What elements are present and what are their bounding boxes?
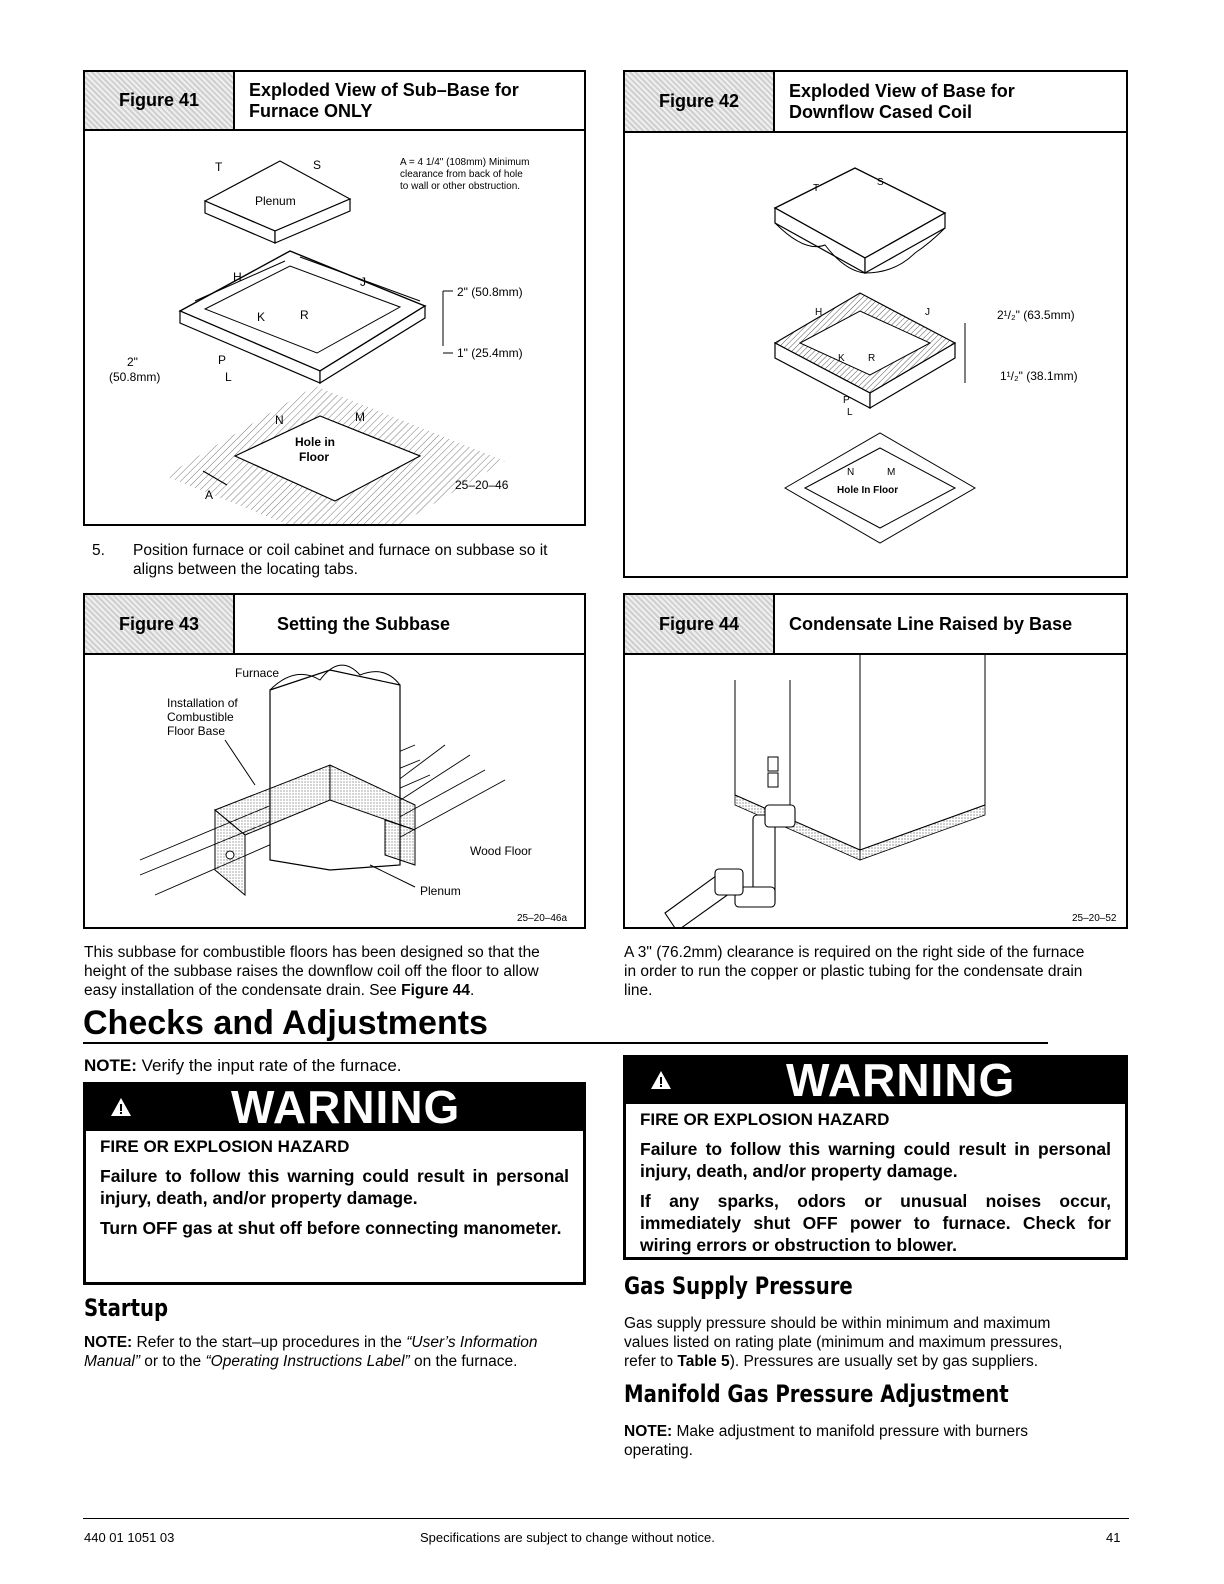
warning-banner: [86, 1081, 583, 1133]
svg-text:H: H: [815, 307, 823, 318]
warning-triangle-icon: [110, 1097, 132, 1117]
svg-text:K: K: [257, 310, 266, 324]
svg-text:25–20–46a: 25–20–46a: [517, 913, 568, 924]
setting-subbase-drawing: [85, 655, 584, 927]
svg-text:T: T: [215, 160, 223, 174]
table-5-reference: Table 5: [677, 1353, 730, 1370]
svg-text:2¹/₂" (63.5mm): 2¹/₂" (63.5mm): [997, 308, 1075, 322]
warning-box-right: [623, 1055, 1128, 1260]
footer-doc-number: 440 01 1051 03: [84, 1530, 175, 1545]
svg-text:Combustible: Combustible: [167, 710, 234, 724]
figure-43: [83, 593, 586, 929]
svg-text:M: M: [355, 410, 365, 424]
footer-page-number: 41: [1106, 1530, 1121, 1545]
figure-44-reference: Figure 44: [401, 982, 471, 999]
figure-41-illustration: [85, 131, 584, 524]
figure-43-illustration: [85, 655, 584, 927]
svg-text:J: J: [925, 307, 930, 318]
startup-heading: Startup: [84, 1294, 169, 1322]
svg-text:S: S: [313, 158, 322, 172]
startup-note: NOTE: Refer to the start–up procedures in the “User’s Information Manual” or to the “Operating Instructions Label” on the furnace.: [84, 1334, 538, 1370]
step-5: 5. Position furnace or coil cabinet and furnace on subbase so it aligns between the locating tabs.: [92, 542, 548, 578]
svg-text:Plenum: Plenum: [420, 884, 461, 898]
warning-word: WARNING: [231, 1081, 461, 1133]
svg-text:Floor Base: Floor Base: [167, 724, 226, 738]
svg-text:N: N: [275, 413, 284, 427]
warning-box-left: [83, 1082, 586, 1285]
svg-text:K: K: [838, 353, 845, 364]
warning-word: WARNING: [786, 1054, 1016, 1106]
figure-41-title: Exploded View of Sub–Base for Furnace ONLY: [249, 79, 519, 121]
svg-text:2": 2": [127, 355, 138, 369]
svg-text:L: L: [847, 407, 853, 418]
svg-text:2" (50.8mm): 2" (50.8mm): [457, 285, 523, 299]
svg-text:N: N: [847, 467, 855, 478]
svg-text:25–20–46: 25–20–46: [455, 478, 509, 492]
svg-text:25–20–52: 25–20–52: [1072, 913, 1117, 924]
figure-44-illustration: [625, 655, 1126, 927]
note-input-rate: NOTE: Verify the input rate of the furnace.: [84, 1056, 402, 1075]
warning-hazard: FIRE OR EXPLOSION HAZARD: [640, 1110, 890, 1129]
svg-text:1¹/₂" (38.1mm): 1¹/₂" (38.1mm): [1000, 369, 1078, 383]
figure-42-tab: Figure 42: [625, 72, 775, 131]
gas-supply-paragraph: Gas supply pressure should be within minimum and maximum values listed on rating plate (minimum and maximum pressures, refer to Table 5). Pressures are usually set by gas suppliers.: [624, 1315, 1063, 1370]
svg-text:clearance from back of hole: clearance from back of hole: [400, 169, 523, 180]
svg-text:Hole in: Hole in: [295, 435, 336, 449]
svg-text:Plenum: Plenum: [255, 194, 296, 208]
figure-41-tab: Figure 41: [85, 72, 235, 129]
figure-44: [623, 593, 1128, 929]
manifold-heading: Manifold Gas Pressure Adjustment: [624, 1380, 1009, 1408]
svg-text:R: R: [868, 353, 876, 364]
warning-hazard: FIRE OR EXPLOSION HAZARD: [100, 1137, 350, 1156]
svg-text:J: J: [360, 275, 366, 289]
footer-notice: Specifications are subject to change without notice.: [420, 1530, 715, 1545]
figure-42-header: [625, 72, 1126, 133]
svg-text:S: S: [877, 177, 884, 188]
warning-text-2: Turn OFF gas at shut off before connecting manometer.: [100, 1218, 562, 1238]
warning-text-2: If any sparks, odors or unusual noises occur, immediately shut OFF power to furnace. Check for wiring errors or obstruction to blower.: [640, 1191, 1111, 1255]
figure-44-tab: Figure 44: [625, 595, 775, 653]
figure-41-header: [85, 72, 584, 131]
svg-text:T: T: [813, 183, 820, 194]
gas-supply-heading: Gas Supply Pressure: [624, 1272, 853, 1300]
svg-text:L: L: [225, 370, 232, 384]
figure-43-tab: Figure 43: [85, 595, 235, 653]
warning-text-1: Failure to follow this warning could result in personal injury, death, and/or property damage.: [100, 1166, 569, 1208]
warning-triangle-icon: [650, 1070, 672, 1090]
svg-text:P: P: [218, 353, 227, 367]
svg-text:R: R: [300, 308, 309, 322]
svg-text:M: M: [887, 467, 896, 478]
svg-text:(50.8mm): (50.8mm): [109, 370, 161, 384]
svg-text:H: H: [233, 270, 242, 284]
svg-text:Floor: Floor: [299, 450, 329, 464]
condensate-line-drawing: [625, 655, 1126, 927]
figure-44-title: Condensate Line Raised by Base: [789, 613, 1073, 634]
svg-text:Furnace: Furnace: [235, 666, 280, 680]
svg-text:1" (25.4mm): 1" (25.4mm): [457, 346, 523, 360]
clearance-paragraph: A 3" (76.2mm) clearance is required on the right side of the furnace in order to run the copper or plastic tubing for the condensate drain line.: [624, 944, 1085, 999]
figure-43-header: [85, 595, 584, 655]
subbase-exploded-drawing: [85, 131, 584, 524]
figure-42-illustration: [625, 133, 1126, 576]
manifold-note: NOTE: Make adjustment to manifold pressure with burners operating.: [624, 1423, 1029, 1459]
svg-text:Hole In Floor: Hole In Floor: [837, 485, 899, 496]
warning-banner: [626, 1054, 1125, 1106]
figure-43-title: Setting the Subbase: [277, 613, 451, 634]
svg-text:Installation of: Installation of: [167, 696, 238, 710]
section-title: Checks and Adjustments: [83, 1004, 1048, 1044]
svg-text:P: P: [843, 395, 850, 406]
coil-base-exploded-drawing: [625, 133, 1126, 576]
figure-41: [83, 70, 586, 526]
footer-rule: [83, 1518, 1129, 1519]
svg-text:A = 4 1/4" (108mm) Minimum: A = 4 1/4" (108mm) Minimum: [400, 157, 530, 168]
figure-42-title: Exploded View of Base for Downflow Cased Coil: [789, 80, 1015, 122]
subbase-paragraph: This subbase for combustible floors has been designed so that the height of the subbase raises the downflow coil off the floor to allow easy installation of the condensate drain. See Figure 44.: [84, 944, 540, 999]
figure-42: [623, 70, 1128, 578]
svg-text:to wall or other obstruction.: to wall or other obstruction.: [400, 181, 521, 192]
warning-text-1: Failure to follow this warning could result in personal injury, death, and/or property damage.: [640, 1139, 1111, 1181]
svg-text:Wood Floor: Wood Floor: [470, 844, 532, 858]
figure-44-header: [625, 595, 1126, 655]
svg-text:A: A: [205, 488, 214, 502]
